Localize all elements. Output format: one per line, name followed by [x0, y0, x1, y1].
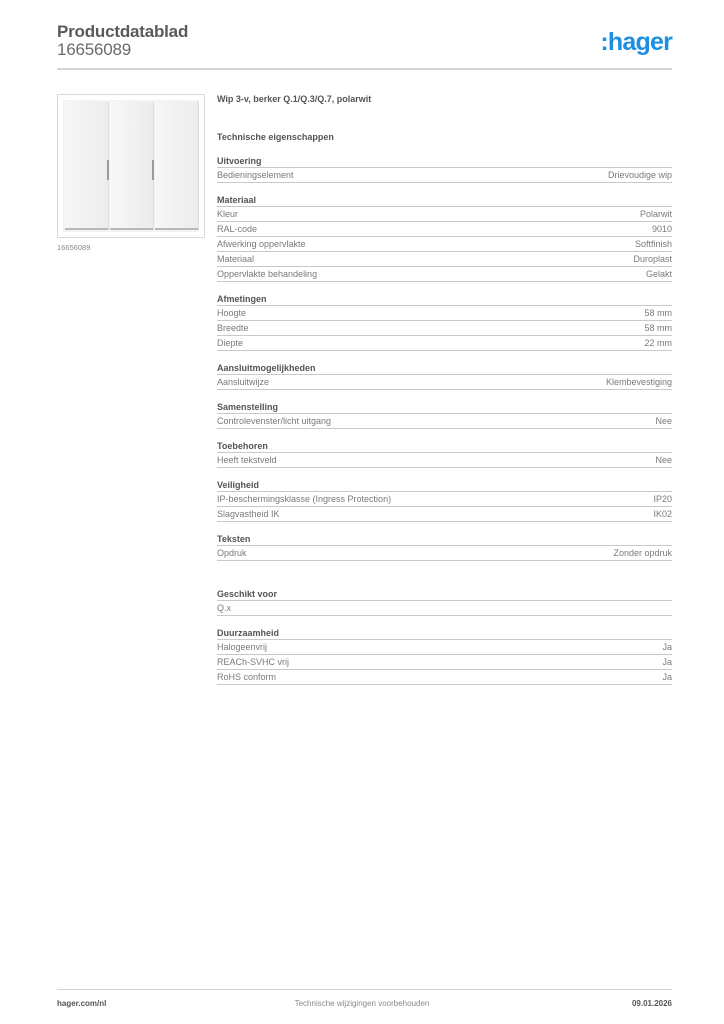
- spec-group: [217, 626, 672, 685]
- spec-label: Aansluitwijze: [217, 377, 270, 387]
- spec-group: [217, 154, 672, 183]
- group-title: Uitvoering: [217, 154, 672, 168]
- spec-row: [217, 207, 672, 222]
- group-title: Veiligheid: [217, 478, 672, 492]
- spec-label: Q.x: [217, 603, 232, 613]
- footer-divider: [57, 989, 672, 990]
- spec-label: Slagvastheid IK: [217, 509, 280, 519]
- spec-row: [217, 453, 672, 468]
- group-title: Aansluitmogelijkheden: [217, 361, 672, 375]
- spec-value: Gelakt: [645, 269, 672, 279]
- spec-group: [217, 587, 672, 616]
- spec-value: Duroplast: [633, 254, 672, 264]
- spec-label: Afwerking oppervlakte: [217, 239, 306, 249]
- spec-label: Hoogte: [217, 308, 247, 318]
- spec-value: Nee: [655, 416, 672, 426]
- spec-value: Ja: [662, 672, 672, 682]
- spec-groups: [217, 154, 672, 685]
- spec-label: Kleur: [217, 209, 239, 219]
- spec-group: [217, 439, 672, 468]
- spec-label: Opdruk: [217, 548, 247, 558]
- spec-row: [217, 306, 672, 321]
- spec-row: [217, 237, 672, 252]
- footer-disclaimer: Technische wijzigingen voorbehouden: [294, 999, 430, 1008]
- spec-row: [217, 414, 672, 429]
- spec-row: [217, 375, 672, 390]
- spec-value: Polarwit: [639, 209, 672, 219]
- spec-label: Bedieningselement: [217, 170, 294, 180]
- spec-value: Ja: [662, 642, 672, 652]
- spec-label: IP-beschermingsklasse (Ingress Protection): [217, 494, 392, 504]
- rocker-middle: [110, 102, 153, 230]
- hager-logo: :hager: [600, 28, 672, 56]
- spec-content: [217, 92, 672, 685]
- section-title: Technische eigenschappen: [217, 132, 334, 142]
- spec-label: REACh-SVHC vrij: [217, 657, 290, 667]
- spec-group: [217, 361, 672, 390]
- spec-value: Drievoudige wip: [607, 170, 672, 180]
- header-divider: [57, 68, 672, 70]
- product-name: Wip 3-v, berker Q.1/Q.3/Q.7, polarwit: [217, 94, 372, 104]
- spec-label: Controlevenster/licht uitgang: [217, 416, 332, 426]
- document-title: Productdatablad: [57, 22, 189, 41]
- spec-row: [217, 222, 672, 237]
- spec-row: [217, 321, 672, 336]
- spec-row: [217, 546, 672, 561]
- spec-value: 58 mm: [644, 308, 672, 318]
- group-title: Samenstelling: [217, 400, 672, 414]
- footer-website[interactable]: hager.com/nl: [57, 999, 107, 1008]
- spec-value: 58 mm: [644, 323, 672, 333]
- spec-value: Softfinish: [634, 239, 672, 249]
- spec-row: [217, 267, 672, 282]
- spec-value: 22 mm: [644, 338, 672, 348]
- product-image: [57, 94, 205, 238]
- spec-value: Zonder opdruk: [613, 548, 672, 558]
- spec-group: [217, 400, 672, 429]
- spec-label: RAL-code: [217, 224, 258, 234]
- spec-label: RoHS conform: [217, 672, 277, 682]
- group-title: Duurzaamheid: [217, 626, 672, 640]
- spec-group: [217, 532, 672, 561]
- spec-value: Nee: [655, 455, 672, 465]
- rocker-left: [65, 102, 108, 230]
- page-header: [57, 20, 672, 70]
- group-title: Geschikt voor: [217, 587, 672, 601]
- spec-group: [217, 193, 672, 282]
- spec-value: 9010: [651, 224, 672, 234]
- spec-group: [217, 478, 672, 522]
- spec-label: Heeft tekstveld: [217, 455, 277, 465]
- rocker-indicator: [152, 160, 154, 180]
- switch-plate: [63, 100, 199, 232]
- spec-label: Oppervlakte behandeling: [217, 269, 318, 279]
- spec-label: Halogeenvrij: [217, 642, 268, 652]
- spec-label: Materiaal: [217, 254, 255, 264]
- group-title: Materiaal: [217, 193, 672, 207]
- spec-row: [217, 252, 672, 267]
- spec-row: [217, 601, 672, 616]
- spec-value: Ja: [662, 657, 672, 667]
- group-title: Teksten: [217, 532, 672, 546]
- spec-row: [217, 640, 672, 655]
- rocker-right: [155, 102, 198, 230]
- spec-row: [217, 492, 672, 507]
- image-caption: 16656089: [57, 243, 91, 252]
- spec-value: IP20: [653, 494, 672, 504]
- footer-date: 09.01.2026: [631, 999, 672, 1008]
- spec-row: [217, 670, 672, 685]
- product-number: 16656089: [57, 40, 132, 59]
- spec-value: IK02: [653, 509, 672, 519]
- group-title: Toebehoren: [217, 439, 672, 453]
- spec-row: [217, 655, 672, 670]
- spec-row: [217, 336, 672, 351]
- spec-row: [217, 507, 672, 522]
- spec-group: [217, 292, 672, 351]
- spec-value: Klembevestiging: [605, 377, 672, 387]
- spec-row: [217, 168, 672, 183]
- spec-label: Diepte: [217, 338, 244, 348]
- group-title: Afmetingen: [217, 292, 672, 306]
- spec-label: Breedte: [217, 323, 249, 333]
- rocker-indicator: [107, 160, 109, 180]
